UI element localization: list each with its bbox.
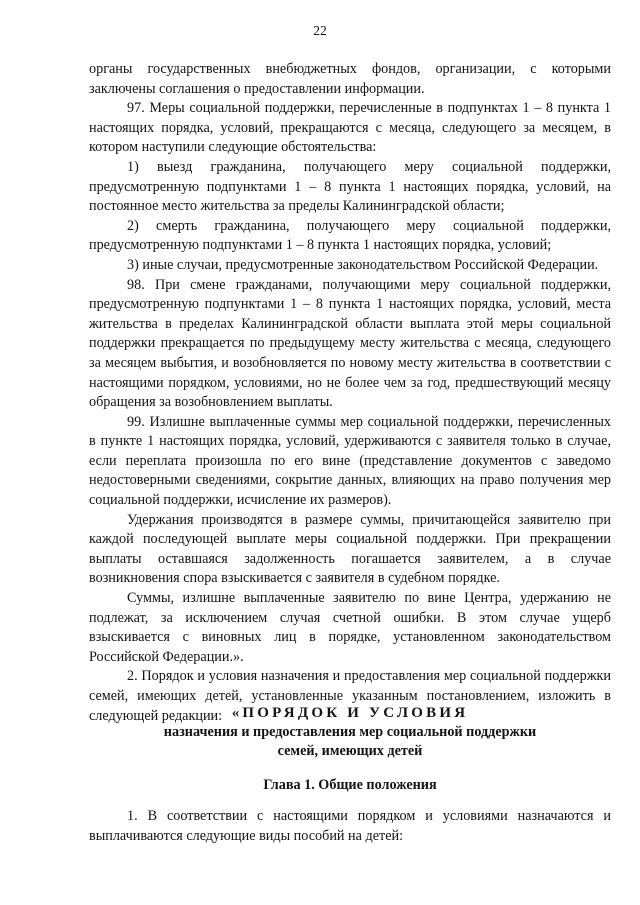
heading-title: «ПОРЯДОК И УСЛОВИЯ — [231, 705, 469, 721]
paragraph-withholding: Удержания производятся в размере суммы, причитающейся заявителю при каждой последующей выплате меры социальной поддержки. При прекращении выплаты оставшаяся задолженность погашается заявителем, а в случае возникновения спора взыскивается с заявителя в судебном порядке. — [89, 511, 611, 587]
list-item-3: 3) иные случаи, предусмотренные законодательством Российской Федерации. — [127, 256, 599, 273]
paragraph-97: 97. Меры социальной поддержки, перечисленные в подпунктах 1 – 8 пункта 1 настоящих порядка, условий, прекращаются с месяца, следующего за месяцем, в котором наступили следующие обстоятельства: — [89, 100, 611, 156]
paragraph-1-benefits: 1. В соответствии с настоящими порядком и условиями назначаются и выплачиваются следующие виды пособий на детей: — [89, 808, 611, 844]
paragraph-center-fault: Суммы, излишне выплаченные заявителю по вине Центра, удержанию не подлежат, за исключением случая счетной ошибки. В этом случае ущерб взыскивается с виновных лиц в порядке, установленном законодательством Российской Федерации.». — [89, 590, 611, 665]
heading-subtitle-line1: назначения и предоставления мер социальной поддержки — [163, 724, 537, 740]
list-item-2: 2) смерть гражданина, получающего меру социальной поддержки, предусмотренную подпунктами 1 – 8 пункта 1 настоящих порядка, условий; — [89, 217, 611, 254]
paragraph-98: 98. При смене гражданами, получающими меру социальной поддержки, предусмотренную подпунктами 1 – 8 пункта 1 настоящих порядка, условий, места жительства в пределах Калининградской области выплата этой меры социальной поддержки прекращается по предыдущему месту жительства с месяца, следующего за месяцем выбытия, и возобновляется по новому месту жительства в соответствии с настоящими порядком, условиями, но не более чем за год, предшествующий месяцу обращения за возобновлением выплаты. — [89, 276, 611, 411]
body-text — [89, 60, 611, 726]
heading-subtitle-line2: семей, имеющих детей — [277, 743, 423, 759]
list-item-1: 1) выезд гражданина, получающего меру социальной поддержки, предусмотренную подпунктами 1 – 8 пункта 1 настоящих порядка, условий, на постоянное место жительства за пределы Калининградской области; — [89, 158, 611, 215]
final-text — [89, 807, 611, 846]
section-heading — [89, 703, 611, 761]
page-number: 22 — [313, 23, 327, 38]
chapter-title: Глава 1. Общие положения — [263, 777, 437, 793]
paragraph-99: 99. Излишне выплаченные суммы мер социальной поддержки, перечисленных в пункте 1 настоящих порядка, условий, удерживаются с заявителя только в случае, если переплата произошла по его вине (представление документов с заведомо недостоверными сведениями, сокрытие данных, влияющих на право получения мер социальной поддержки, исчисление их размеров). — [89, 413, 611, 509]
paragraph-2-amendment: 2. Порядок и условия назначения и предоставления мер социальной поддержки семей, имеющих детей, установленные указанным постановлением, изложить в следующей редакции: — [89, 668, 611, 724]
paragraph-continuation: органы государственных внебюджетных фондов, организации, с которыми заключены соглашения о предоставлении информации. — [89, 61, 611, 97]
